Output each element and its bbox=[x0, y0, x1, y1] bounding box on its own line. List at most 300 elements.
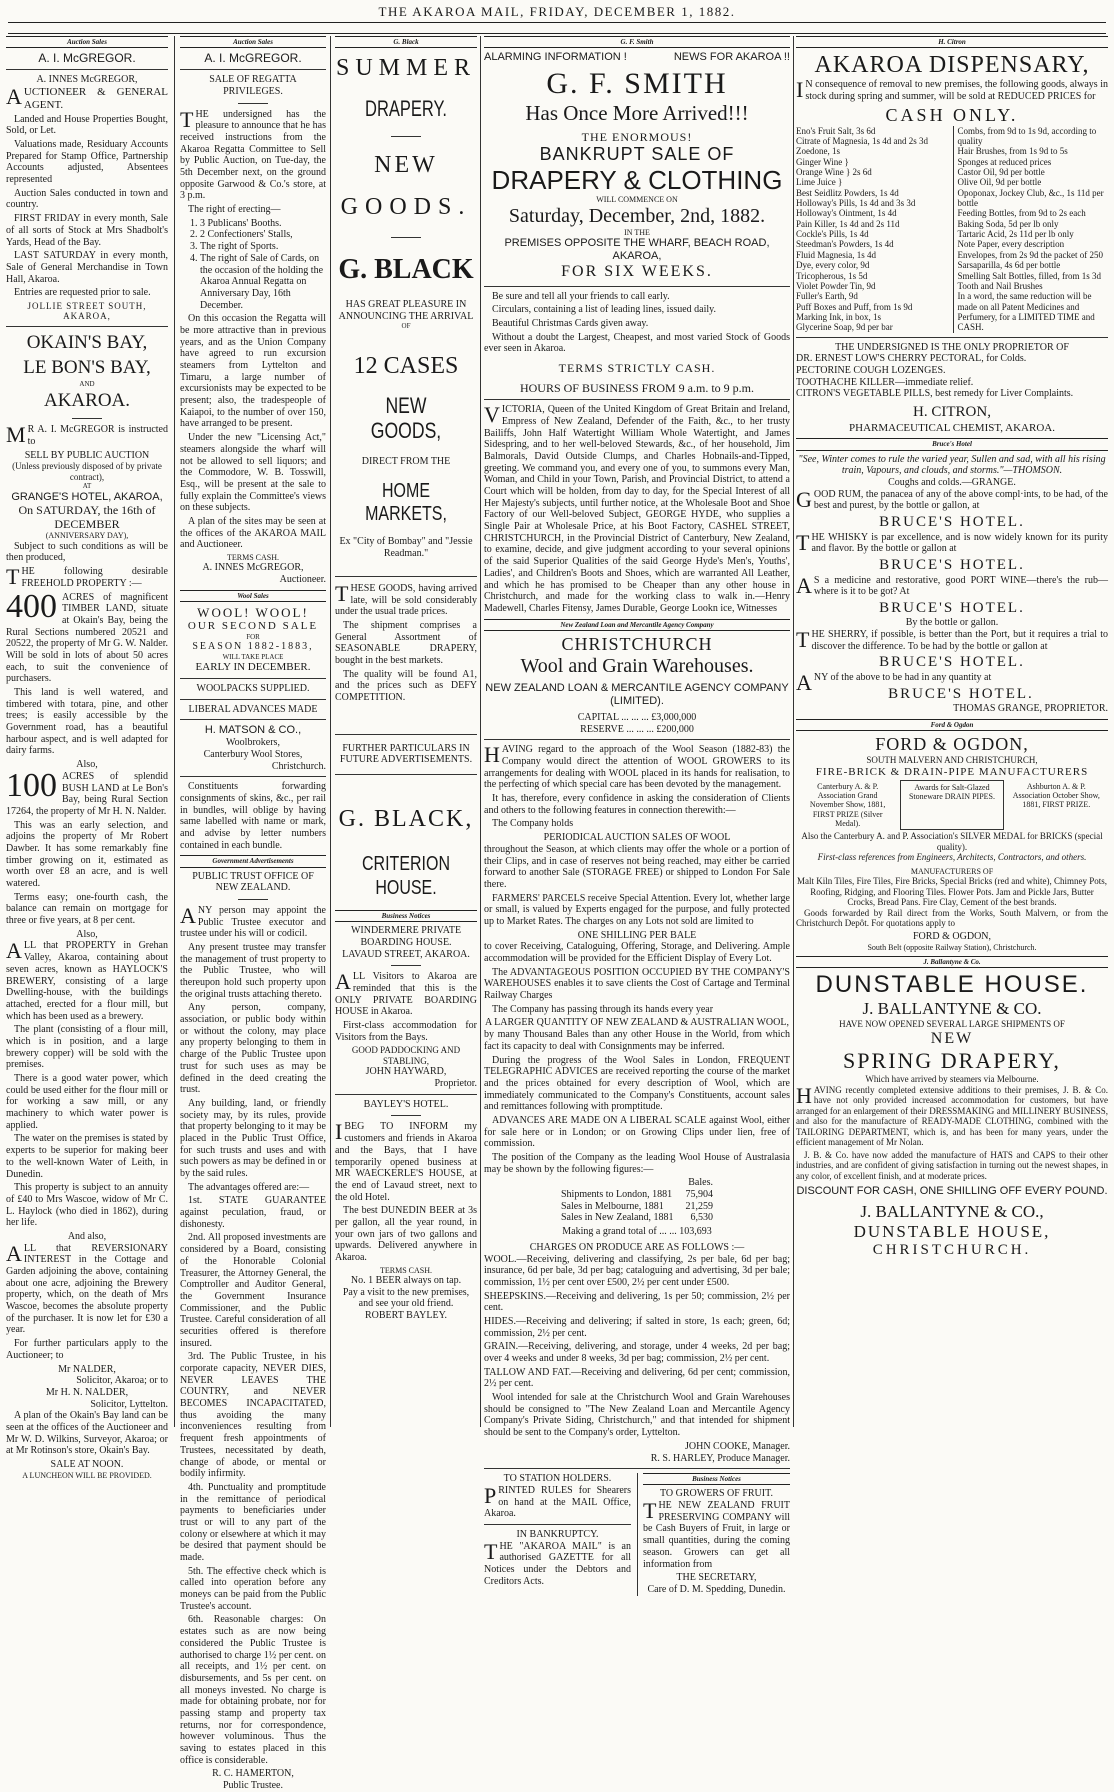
ad-paragraph: Landed and House Properties Bought, Sold, or Let. bbox=[6, 113, 168, 137]
list-item: Hair Brushes, from 1s 9d to 5s bbox=[957, 146, 1068, 157]
ad-title: TO GROWERS OF FRUIT. bbox=[660, 1488, 773, 1500]
signature: THOMAS GRANGE, PROPRIETOR. bbox=[953, 703, 1108, 715]
list-item: Zoedone, 1s bbox=[796, 146, 840, 157]
list-item: Marking Ink, in box, 1s bbox=[796, 311, 881, 322]
ad-line: And also, bbox=[67, 1230, 107, 1242]
ad-title: PUBLIC TRUST OFFICE OF NEW ZEALAND. bbox=[192, 870, 314, 894]
ad-headline: BRUCE'S HOTEL. bbox=[879, 599, 1025, 616]
masthead: THE AKAROA MAIL, FRIDAY, DECEMBER 1, 1882. bbox=[378, 4, 736, 19]
list-item: Pain Killer, 1s 4d and 2s 11d bbox=[796, 218, 900, 229]
ad-headline: DUNSTABLE HOUSE, bbox=[853, 1221, 1051, 1241]
ad-headline: CHRISTCHURCH. bbox=[872, 1241, 1032, 1258]
ad-line: NEWS FOR AKAROA !! bbox=[673, 51, 790, 64]
ad-paragraph: Be sure and tell all your friends to call early. bbox=[492, 290, 670, 302]
signature: R. S. HARLEY, Produce Manager. bbox=[650, 1452, 790, 1464]
ad-paragraph: This was an early selection, and adjoins the property of Mr Robert Dawber. It has some remarkably fine timber growing on it, estimated as worth over £8 an acre, and is well watered. bbox=[6, 819, 168, 890]
ad-headline: BRUCE'S HOTEL. bbox=[879, 556, 1025, 573]
ad-paragraph: Circulars, containing a list of leading lines, issued daily. bbox=[492, 304, 717, 316]
ad-paragraph: ADVANCES ARE MADE ON A LIBERAL SCALE against Wool, either for sale here or in London; or on Growing Clips under lien, free of commission. bbox=[484, 1114, 790, 1150]
signature: A. INNES McGREGOR, bbox=[202, 562, 304, 574]
section-header: Wool Sales bbox=[180, 590, 326, 602]
ad-paragraph: HAVING regard to the approach of the Wool Season (1882-83) the Company would direct the attention of WOOL GROWERS to its arrangements for dealing with WOOL placed in its hands for realisation, to the perfecting of which special care has been devoted by the management. bbox=[484, 742, 790, 791]
table-row bbox=[555, 1201, 719, 1213]
ad-line: NEW ZEALAND LOAN & MERCANTILE AGENCY COMPANY (LIMITED). bbox=[485, 682, 789, 708]
ad-line: WILL TAKE PLACE bbox=[222, 652, 284, 661]
section-header: Auction Sales bbox=[180, 36, 326, 48]
ad-paragraph: IBEG TO INFORM my customers and friends in Akaroa and the Bays, that I have temporarily opened business at MR WAECKERLE'S HOUSE, at the end of Lavaud street, next to the old Hotel. bbox=[335, 1119, 477, 1203]
ad-paragraph: Goods forwarded by Rail direct from the Works, South Malvern, or from the Christchurch Depôt. For quotations apply to bbox=[796, 907, 1108, 929]
list-item: Note Paper, every description bbox=[957, 239, 1065, 250]
auctioneer-name: A. I. McGREGOR. bbox=[38, 51, 136, 66]
ad-paragraph: FIRST FRIDAY in every month, Sale of all sorts of Stock at Mrs Shadbolt's Yards, Head of the Bay. bbox=[6, 213, 168, 248]
ad-line: By the bottle or gallon. bbox=[905, 617, 999, 629]
ad-headline: J. BALLANTYNE & CO., bbox=[860, 1202, 1044, 1222]
ad-headline: CASH ONLY. bbox=[885, 104, 1019, 125]
ad-line: FOR bbox=[246, 633, 260, 642]
ad-paragraph: ACRES of splendid BUSH LAND at Le Bon's Bay, being Rural Section 17264, the property of Mr H. N. Nalder. bbox=[6, 770, 168, 817]
ad-line: ONE SHILLING PER BALE bbox=[577, 929, 697, 941]
quotation: "See, Winter comes to rule the varied year, Sullen and sad, with all his rising train, Vapours, and clouds, and storms."—THOMSON. bbox=[798, 453, 1106, 477]
price-list bbox=[796, 126, 1108, 333]
award: Ashburton A. & P. Association October Show, 1881, FIRST PRIZE. bbox=[1012, 781, 1100, 810]
product-line: DR. ERNEST LOW'S CHERRY PECTORAL, for Colds. bbox=[796, 353, 1027, 365]
ad-paragraph: Beautiful Christmas Cards given away. bbox=[492, 318, 649, 330]
acreage-number: 100 bbox=[6, 766, 57, 804]
ad-paragraph: Any person, company, association, or public body within or without the colony, may place any property belonging to them in charge of the Public Trustee upon trust for such uses as may be defined in the deed creating the trust. bbox=[180, 1002, 326, 1096]
list-item: Ginger Wine } bbox=[796, 156, 849, 167]
product-line: PECTORINE COUGH LOZENGES. bbox=[796, 364, 946, 376]
column-2 bbox=[180, 36, 326, 1792]
ad-line: EARLY IN DECEMBER. bbox=[195, 661, 311, 674]
ad-headline: BRUCE'S HOTEL. bbox=[888, 685, 1034, 702]
ad-paragraph: Without a doubt the Largest, Cheapest, and most varied Stock of Goods ever seen in Akaroa. bbox=[484, 331, 790, 355]
ad-headline: BRUCE'S HOTEL. bbox=[879, 654, 1025, 671]
list-item: Fluid Magnesia, 1s 4d bbox=[796, 249, 876, 260]
ad-title: WINDERMERE PRIVATE BOARDING HOUSE. bbox=[350, 925, 462, 948]
masthead-rule bbox=[8, 22, 1106, 23]
ad-line: THE UNDERSIGNED IS THE ONLY PROPRIETOR OF bbox=[835, 341, 1069, 353]
ad-paragraph: LAST SATURDAY in every month, Sale of General Merchandise in Town Hall, Akaroa. bbox=[6, 250, 168, 285]
ad-line: Also, bbox=[76, 759, 98, 771]
ad-headline: CHRISTCHURCH bbox=[561, 633, 713, 654]
list-item: Holloway's Ointment, 1s 4d bbox=[796, 208, 897, 219]
ad-paragraph: Subject to such conditions as will be then produced, bbox=[6, 540, 168, 564]
ad-paragraph: The position of the Company as the leading Wool House of Australasia may be shown by the following figures:— bbox=[484, 1152, 790, 1175]
product-line: TOOTHACHE KILLER—immediate relief. bbox=[796, 376, 974, 388]
ad-line: AT bbox=[82, 482, 92, 491]
ad-line: SOUTH MALVERN AND CHRISTCHURCH, bbox=[866, 755, 1038, 766]
ad-paragraph: During the progress of the Wool Sales in London, FREQUENT TELEGRAPHIC ADVICES are received reporting the course of the market and the prices obtained for every description of Wool, which are immediately communicated to the Company's Constituents, account sales and remittances following with promptitude. bbox=[484, 1054, 790, 1113]
ad-line: TERMS CASH. bbox=[379, 1265, 432, 1275]
section-header: Bruce's Hotel bbox=[796, 438, 1108, 450]
ad-paragraph: Terms easy; one-fourth cash, the balance can remain on mortgage for three or five years, at 8 per cent. bbox=[6, 891, 168, 927]
ad-line: SELL BY PUBLIC AUCTION bbox=[24, 449, 150, 461]
section-header: Business Notices bbox=[335, 910, 477, 922]
contact: Mr H. N. NALDER, bbox=[45, 1386, 129, 1398]
ad-paragraph: PRINTED RULES for Shearers on hand at the MAIL Office, Akaroa. bbox=[484, 1482, 631, 1520]
signature: R. C. HAMERTON, bbox=[212, 1768, 294, 1780]
ad-line: PERIODICAL AUCTION SALES OF WOOL bbox=[543, 832, 731, 844]
list-item: Violet Powder Tin, 9d bbox=[796, 280, 876, 291]
ad-headline: NEW bbox=[374, 152, 438, 178]
table-header: Bales. bbox=[688, 1177, 713, 1189]
signature: ROBERT BAYLEY. bbox=[364, 1310, 447, 1322]
ad-line: First-class references from Engineers, Architects, Contractors, and others. bbox=[817, 852, 1087, 863]
award: Canterbury A. & P. Association Grand November Show, 1881, FIRST PRIZE (Silver Medal). bbox=[809, 781, 886, 828]
ad-paragraph: Wool intended for sale at the Christchurch Wool and Grain Warehouses should be consigned to "The New Zealand Loan and Mercantile Agency Company's Private Siding, Christchurch," and that intended for shipment should be sent to the Company's order, Lyttelton. bbox=[484, 1392, 790, 1439]
ad-headline: SUMMER bbox=[335, 55, 477, 82]
ad-paragraph: THESE GOODS, having arrived late, will be sold considerably under the usual trade prices. bbox=[335, 580, 477, 618]
ad-line: Pay a visit to the new premises, and see your old friend. bbox=[342, 1286, 470, 1310]
awards-row bbox=[796, 779, 1108, 832]
list-item: Sponges at reduced prices bbox=[957, 156, 1052, 167]
section-header: J. Ballantyne & Co. bbox=[796, 956, 1108, 968]
ad-line: HAVE NOW OPENED SEVERAL LARGE SHIPMENTS OF bbox=[839, 1019, 1065, 1030]
ad-headline: Has Once More Arrived!!! bbox=[525, 101, 749, 126]
ad-topline bbox=[484, 51, 790, 64]
ad-paragraph: Auction Sales conducted in town and country. bbox=[6, 187, 168, 211]
privileges-list bbox=[200, 218, 326, 312]
masthead-rule-lower bbox=[8, 33, 1106, 34]
ad-line: GOOD PADDOCKING AND STABLING, bbox=[351, 1045, 461, 1066]
ad-paragraph: This land is well watered, and timbered with totara, pine, and other trees; is easily accessible by the Government road, has a beautiful harbour aspect, and is well adapted for dairy farms. bbox=[6, 687, 168, 757]
sale-date: On SATURDAY, the 16th of DECEMBER bbox=[18, 503, 156, 532]
ad-line: OUR SECOND SALE bbox=[187, 620, 319, 633]
ad-line: (ANNIVERSARY DAY), bbox=[45, 531, 129, 541]
list-item: 1. 3 Publicans' Booths. bbox=[200, 218, 326, 230]
list-item: Combs, from 9d to 1s 9d, according to quality bbox=[957, 125, 1097, 147]
ad-line: TERMS CASH. bbox=[226, 553, 279, 563]
list-item: Citrate of Magnesia, 1s 4d and 2s 3d bbox=[796, 136, 928, 147]
ad-paragraph: FARMERS' PARCELS receive Special Attention. Every lot, whether large or small, is valued by Experts engaged for the purpose, and fully protected up to Market Rates. The charges on any Lots not sold are limited to bbox=[484, 892, 790, 927]
ad-line: TERMS STRICTLY CASH. bbox=[558, 361, 716, 376]
ad-line: PREMISES OPPOSITE THE WHARF, BEACH ROAD, AKAROA, bbox=[504, 237, 770, 263]
table-row bbox=[555, 1212, 719, 1224]
ad-paragraph: THE SHERRY, if possible, is better than the Port, but it requires a trial to discover the difference. To be had by the bottle or gallon at bbox=[796, 627, 1108, 653]
ad-line: Woolbrokers, bbox=[226, 737, 280, 749]
ad-paragraph: The right of erecting— bbox=[188, 204, 281, 216]
ad-headline: 12 CASES bbox=[353, 353, 459, 380]
ad-paragraph: Constituents forwarding consignments of skins, &c., per rail in bundles, will oblige by having same labelled with name or mark, and advise by letter numbers contained in each bundle. bbox=[180, 781, 326, 851]
ad-paragraph: The shipment comprises a General Assortment of SEASONABLE DRAPERY, bought in the best markets. bbox=[335, 619, 477, 666]
table-row bbox=[555, 1189, 719, 1201]
column-4 bbox=[484, 36, 790, 1595]
ad-paragraph: 2nd. All proposed investments are considered by a Board, consisting of the Honorable Colonial Treasurer, the Attorney General, the Comptroller and Auditor General, the Government Insurance Commissioner, and the Public Trustee. Careful consideration of all securities offered is therefore insured. bbox=[180, 1232, 326, 1349]
ad-headline: BRUCE'S HOTEL. bbox=[879, 514, 1025, 531]
table-cell: 75,904 bbox=[685, 1189, 713, 1201]
ad-paragraph: THE "AKAROA MAIL" is an authorised GAZETTE for all Notices under the Debtors and Creditors Acts. bbox=[484, 1538, 631, 1587]
ad-title: BAYLEY'S HOTEL. bbox=[363, 1098, 449, 1110]
ad-paragraph: Valuations made, Residuary Accounts Prepared for Stamp Office, Partnership Accounts adjusted, Absentees represented bbox=[6, 139, 168, 186]
ad-paragraph: VICTORIA, Queen of the United Kingdom of Great Britain and Ireland, Empress of New Zealand, Defender of the Faith, &c., to her trusty Bailiffs, John Half Watertight William Whole Watertight, and James Sidespring, and to her well-beloved Stewards, &c., of her household, Jim Balmorals, David Outside Clumps, and Charles Hobnails-and-Tipped, greeting. We command you, and every one of you, to summons every Man, Woman, and Child in your Town, Parish, and Provincial District, to attend a Court which will be holden, from day to day, for the Special Interest of all Her Majesty's subjects, until further notice, at the Wholesale Boot and Shoe Factory of our Well-beloved Subject, GEORGE HYDE, who supplies a Single Pair at Wholesale Price, at his Boot Factory, CASHEL STREET, CHRISTCHURCH, in the Provincial District of Canterbury, New Zealand, to examine, decide, and give judgment according to your several opinions of the said Superior Qualities of the said George Hyde's Men's, Youths', Ladies', and Children's Boots and Shoes, which are warranted All Leather, and which he has promised to be Cheaper than any other house in Christchurch, and made for the working class to walk in.—Henry Madewell, Charles Fitensy, James Durable, George Lookn ice, Witnesses bbox=[484, 402, 790, 614]
ad-title: SALE OF REGATTA PRIVILEGES. bbox=[209, 74, 297, 97]
ad-paragraph: Malt Kiln Tiles, Fire Tiles, Fire Bricks, Special Bricks (red and white), Chimney Pots, Roofing, Ridging, and Flooring Tiles. Flower Pots. Jam and Pickle Jars, Butter Crocks, Bread Pans. Fire Clay, Cement of the best brands. bbox=[797, 876, 1107, 908]
heading-connector: AND bbox=[79, 380, 95, 389]
ad-paragraph: THE WHISKY is par excellence, and is now widely known for its purity and flavor. By the bottle or gallon at bbox=[796, 529, 1108, 555]
column-1 bbox=[6, 36, 168, 1480]
ad-paragraph: For further particulars apply to the Auctioneer; to bbox=[6, 1338, 168, 1361]
ad-paragraph: 5th. The effective check which is called into operation before any moneys can be paid from the Public Trustee's account. bbox=[180, 1565, 326, 1612]
ad-paragraph: ALL that REVERSIONARY INTEREST in the Cottage and Garden adjoining the above, containing about one acre, adjoining the Brewery property, which, on the death of Mrs Wascoe, becomes the absolute property of the purchaser. It is now let for £30 a year. bbox=[6, 1240, 168, 1336]
column-3 bbox=[335, 36, 477, 1427]
ad-paragraph: SHEEPSKINS.—Receiving and delivering, 1s per 50; commission, 2½ per cent. bbox=[484, 1290, 790, 1314]
column-5 bbox=[796, 36, 1108, 1427]
ad-paragraph: It has, therefore, every confidence in asking the consideration of Clients and others to the following features in connection therewith:— bbox=[484, 793, 790, 816]
ad-headline: DRAPERY & CLOTHING bbox=[491, 164, 783, 195]
ad-title: TO STATION HOLDERS. bbox=[503, 1473, 612, 1485]
ad-headline: G. BLACK, bbox=[338, 806, 474, 833]
list-item: Orange Wine } 2s 6d bbox=[796, 167, 872, 178]
capital-figure: CAPITAL ... ... ... £3,000,000 bbox=[577, 711, 697, 723]
ad-paragraph: Any present trustee may transfer the management of trust property to the Public Trustee, who will thereupon hold such property upon the original trusts attaching thereto. bbox=[180, 941, 326, 1000]
ad-paragraph: Any building, land, or friendly society may, by its rules, provide that property belonging to it may be placed in the Public Trust Office, for such trusts and uses and with such powers as may be defined in or by the said rules. bbox=[180, 1097, 326, 1180]
ad-headline: FORD & OGDON, bbox=[875, 734, 1029, 755]
ad-paragraph: THE undersigned has the pleasure to announce that he has received instructions from the Akaroa Regatta Committee to Sell by Public Auction, on Tue-day, the 5th December next, on the ground opposite Garwood & Co.'s store, at 3 p.m. bbox=[180, 106, 326, 202]
ad-line: Canterbury Wool Stores, bbox=[203, 748, 303, 760]
ad-title: IN BANKRUPTCY. bbox=[516, 1528, 599, 1540]
list-item: Best Seidlitz Powders, 1s 4d bbox=[796, 187, 899, 198]
ad-line: No. 1 BEER always on tap. bbox=[350, 1275, 462, 1287]
column-rule bbox=[793, 36, 794, 1427]
heading-place: AKAROA. bbox=[43, 389, 131, 411]
ad-paragraph: On this occasion the Regatta will be more attractive than in previous years, and as the Union Company have agreed to run excursion steamers from Lyttelton and Timaru, a large number of excursionists may be expected to be present; also, the tradespeople of Kaiapoi, to the number of over 150, have arranged to be present. bbox=[180, 313, 326, 430]
ad-paragraph: ANY person may appoint the Public Trustee executor and trustee under his will or codicil. bbox=[180, 902, 326, 940]
list-item: 3. The right of Sports. bbox=[200, 241, 326, 253]
acreage-number: 400 bbox=[6, 587, 57, 625]
ad-paragraph: WOOL.—Receiving, delivering and classifying, 2s per bale, 6d per bag; insurance, 6d per bale, 3d per bag; cataloguing and advertising, 3d per bale; commission, 1½ per cent over £500, 2½ per cent under £500. bbox=[484, 1253, 790, 1288]
venue: GRANGE'S HOTEL, AKAROA, bbox=[11, 490, 163, 503]
ad-paragraph: MR A. I. McGREGOR is instructed to bbox=[6, 422, 168, 448]
ad-line: HOURS OF BUSINESS FROM 9 a.m. to 9 p.m. bbox=[519, 381, 755, 396]
ad-headline: G. F. SMITH bbox=[546, 67, 728, 101]
ad-line: Christchurch. bbox=[271, 760, 326, 772]
list-item: Feeding Bottles, from 9d to 2s each bbox=[957, 208, 1086, 219]
ad-line: Coughs and colds.—GRANGE. bbox=[888, 476, 1016, 488]
ad-paragraph: First-class accommodation for Visitors from the Bays. bbox=[335, 1019, 477, 1043]
auctioneer-name: A. I. McGREGOR. bbox=[204, 51, 302, 66]
ad-paragraph: HAVING recently completed extensive additions to their premises, J. B. & Co. have not only provided increased accommodation for customers, but have arranged for an enlargement of their DRESSMAKING and MILLINERY BUSINESS, and also for the manufacture of READY-MADE CLOTHING, combined with the TAILORING DEPARTMENT, which is, and has been for many years, under the efficient management of Mr Nolan. bbox=[796, 1082, 1108, 1148]
list-item: Glycerine Soap, 9d per bar bbox=[796, 322, 893, 333]
list-item: Tartaric Acid, 2s 11d per lb only bbox=[957, 229, 1074, 240]
ad-headline: SPRING DRAPERY, bbox=[843, 1048, 1061, 1074]
ad-paragraph: IN consequence of removal to new premises, the following goods, always in stock during spring and summer, will be sold at REDUCED PRICES for bbox=[796, 77, 1108, 103]
signature: JOHN COOKE, Manager. bbox=[685, 1440, 790, 1452]
ad-headline: CRITERION HOUSE. bbox=[362, 853, 450, 899]
list-item: Puff Boxes and Puff, from 1s 9d bbox=[796, 301, 913, 312]
ad-line: MANUFACTURERS OF bbox=[910, 866, 994, 876]
ad-paragraph: GOOD RUM, the panacea of any of the above compl·ints, to be had, of the best and purest, by the bottle or gallon, at bbox=[796, 486, 1108, 512]
ad-line: LAVAUD STREET, AKAROA. bbox=[342, 948, 470, 960]
ad-paragraph: to cover Receiving, Cataloguing, Offering, Storage, and Delivering. Ample accommodation will be provided for the Efficient Display of Every Lot. bbox=[484, 941, 790, 965]
ad-headline: DRAPERY. bbox=[365, 96, 447, 122]
ad-paragraph: There is a good water power, which could be used either for the flour mill or for working a saw mill, or any machinery to which water power is applied. bbox=[6, 1073, 168, 1131]
product-line: CITRON'S VEGETABLE PILLS, best remedy for Liver Complaints. bbox=[796, 388, 1074, 400]
ad-headline: Saturday, December, 2nd, 1882. bbox=[508, 204, 766, 227]
list-item: Castor Oil, 9d per bottle bbox=[957, 167, 1045, 178]
list-item: Cockle's Pills, 1s 4d bbox=[796, 229, 869, 240]
reserve-figure: RESERVE ... ... ... £200,000 bbox=[580, 723, 694, 735]
list-item: Holloway's Pills, 1s 4d and 3s 3d bbox=[796, 198, 916, 209]
ad-headline: WOOL! WOOL! bbox=[197, 604, 309, 620]
ad-paragraph: A plan of the sites may be seen at the offices of the AKAROA MAIL and Auctioneer. bbox=[180, 515, 326, 551]
price-list-left bbox=[796, 126, 947, 333]
ad-paragraph: The ADVANTAGEOUS POSITION OCCUPIED BY THE COMPANY'S WAREHOUSES enables it to save clients the Cost of Cartage and Terminal Railway Charges bbox=[484, 966, 790, 1002]
ad-headline: HOME MARKETS, bbox=[365, 479, 447, 526]
signature: Proprietor. bbox=[434, 1078, 477, 1090]
list-item: Tooth and Nail Brushes bbox=[957, 280, 1043, 291]
ad-line: LIBERAL ADVANCES MADE bbox=[188, 703, 318, 715]
ad-line: A LARGER QUANTITY OF NEW ZEALAND & AUSTRALIAN WOOL, bbox=[485, 1017, 789, 1029]
column-rule bbox=[480, 36, 481, 1427]
ad-paragraph: Under the new "Licensing Act," steamers alongside the wharf will not be allowed to sell liquors; and the Commodore, W. B. Tosswill, Esq., will be present at the sale to fully explain the Committee's views on these subjects. bbox=[180, 432, 326, 514]
ad-paragraph: ALL that PROPERTY in Grehan Valley, Akaroa, containing about seven acres, known as HAYLOCK'S BREWERY, consisting of a large Dwelling-house, with the buildings attached, erected for a flour mill, but which has been used as a brewery. bbox=[6, 938, 168, 1022]
signature: FORD & OGDON, bbox=[912, 930, 992, 942]
list-item: Sarsaparilla, 4s 6d per bottle bbox=[957, 260, 1061, 271]
section-header: Auction Sales bbox=[6, 36, 168, 48]
list-item: Opoponax, Jockey Club, &c., 1s 11d per bottle bbox=[957, 187, 1104, 209]
column-rule bbox=[174, 36, 175, 1427]
ad-line: OF bbox=[401, 322, 411, 331]
ad-paragraph: This property is subject to an annuity of £40 to Mrs Wascoe, widow of Mr C. L. Haylock (who died in 1862), during her life. bbox=[6, 1182, 168, 1229]
ad-paragraph: ACRES of magnificent TIMBER LAND, situate at Okain's Bay, being the Rural Sections numbered 20521 and 20522, the property of Mr G. W. Nalder. Will be sold in lots of about 50 acres each, to suit the convenience of purchasers. bbox=[6, 591, 168, 685]
ad-paragraph: The Company has passing through its hands every year bbox=[492, 1003, 714, 1015]
list-item: 4. The right of Sale of Cards, on the occasion of the holding the Akaroa Annual Regatta on Anniversary Day, 16th December. bbox=[200, 253, 326, 311]
ad-paragraph: The plant (consisting of a flour mill, which is in position, and a large brewery copper) will be sold with the premises. bbox=[6, 1024, 168, 1071]
ad-paragraph: ANY of the above to be had in any quantity at bbox=[796, 670, 992, 696]
signature: Public Trustee. bbox=[222, 1780, 283, 1792]
table-cell: Sales in Melbourne, 1881 bbox=[561, 1200, 664, 1212]
list-item: Fuller's Earth, 9d bbox=[796, 291, 858, 302]
ad-paragraph: GRAIN.—Receiving, delivering, and storage, under 4 weeks, 2d per bag; over 4 weeks and under 8 weeks, 3d per bag; commission, 2½ per cent. bbox=[484, 1341, 790, 1365]
bottom-notices bbox=[484, 1473, 790, 1595]
list-item: Eno's Fruit Salt, 3s 6d bbox=[796, 125, 876, 136]
price-list-right bbox=[953, 126, 1109, 333]
ad-paragraph: by many Thousand Bales than any other House in the World, from which fact its capacity to deal with Consignments may be inferred. bbox=[484, 1029, 790, 1052]
table-cell: 21,259 bbox=[685, 1200, 713, 1212]
table-cell: Sales in New Zealand, 1881 bbox=[561, 1212, 674, 1224]
section-header: Ford & Ogdon bbox=[796, 719, 1108, 731]
section-header: G. Black bbox=[335, 36, 477, 48]
column-rule bbox=[330, 36, 331, 1427]
award: Awards for Salt-Glazed Stoneware DRAIN PIPES. bbox=[900, 780, 1003, 831]
list-item: Envelopes, from 2s 9d the packet of 250 bbox=[957, 249, 1103, 260]
ad-headline: H. CITRON, bbox=[913, 404, 991, 420]
table-cell: 6,530 bbox=[690, 1212, 713, 1224]
ad-line: FURTHER PARTICULARS IN FUTURE ADVERTISEMENTS. bbox=[339, 742, 473, 766]
list-item: Olive Oil, 9d per bottle bbox=[957, 177, 1042, 188]
contact: Mr NALDER, bbox=[58, 1363, 116, 1375]
ad-headline: AKAROA DISPENSARY, bbox=[814, 52, 1090, 79]
list-item: Tricopherous, 1s 5d bbox=[796, 270, 868, 281]
ad-line: (Unless previously disposed of by private contract), bbox=[12, 461, 162, 482]
ad-paragraph: The best DUNEDIN BEER at 3s per gallon, all the year round, in your own jars of two gallons and upwards. Delivered anywhere in Akaroa. bbox=[335, 1205, 477, 1263]
ad-headline: Wool and Grain Warehouses. bbox=[520, 654, 754, 677]
ad-headline: GOODS. bbox=[340, 194, 472, 221]
signature: Auctioneer. bbox=[279, 574, 326, 586]
ad-paragraph: AS a medicine and restorative, good PORT WINE—there's the rub—where is it to be got? At bbox=[796, 572, 1108, 598]
ad-paragraph: 6th. Reasonable charges: On estates such as are now being considered the Public Trustee is authorised to charge 1½ per cent. on all receipts, and 1½ per cent. on disbursements, and 5s per cent. on all moneys invested. No charge is made for obtaining probate, nor for passing stamp and property tax returns, nor for correspondence, however voluminous. Thus the saving to estates placed in this office is considerable. bbox=[180, 1614, 326, 1766]
signature: Care of D. M. Spedding, Dunedin. bbox=[647, 1583, 786, 1595]
section-header: H. Citron bbox=[796, 36, 1108, 48]
ad-paragraph: TALLOW AND FAT.—Receiving and delivering, 6d per cent; commission, 2½ per cent. bbox=[484, 1366, 790, 1390]
ad-headline: G. BLACK bbox=[338, 254, 474, 286]
ad-line: SALE AT NOON. bbox=[50, 1459, 124, 1471]
ad-line: FIRE-BRICK & DRAIN-PIPE MANUFACTURERS bbox=[815, 765, 1089, 778]
ad-paragraph: The quality will be found A1, and the prices such as DEFY COMPETITION. bbox=[335, 668, 477, 704]
list-item: Lime Juice } bbox=[796, 177, 843, 188]
ad-line: Which have arrived by steamers via Melbourne. bbox=[865, 1074, 1039, 1084]
section-header: New Zealand Loan and Mercantile Agency Company bbox=[484, 619, 790, 631]
ad-line: WILL COMMENCE ON bbox=[596, 195, 678, 205]
ad-lead: A. INNES McGREGOR, bbox=[36, 74, 138, 86]
ad-line: Also the Canterbury A. and P. Association's SILVER MEDAL for BRICKS (special quality). bbox=[801, 831, 1103, 852]
ad-paragraph: The Company holds bbox=[492, 818, 574, 830]
heading-place: OKAIN'S BAY, bbox=[26, 331, 148, 353]
signature: THE SECRETARY, bbox=[676, 1572, 757, 1584]
ad-line: SEASON 1882-1883, bbox=[192, 641, 314, 653]
ad-line: Ex "City of Bombay" and "Jessie Readman." bbox=[339, 536, 473, 560]
ad-paragraph: A plan of the Okain's Bay land can be seen at the offices of the Auctioneer and Mr W. D. Wilkins, Surveyor, Akaroa; or at Mr Rotinson's store, Okain's Bay. bbox=[6, 1410, 168, 1457]
heading-place: LE BON'S BAY, bbox=[23, 356, 151, 378]
ad-line: CHARGES ON PRODUCE ARE AS FOLLOWS :— bbox=[529, 1241, 745, 1253]
firm-name: H. MATSON & CO., bbox=[204, 724, 302, 737]
notice-right bbox=[637, 1473, 790, 1595]
ad-paragraph: throughout the Season, at which clients may offer the whole or a portion of their Clips, and in case of reserves not being reached, may either be carried forward to another Sale (STORAGE FREE) or shipped to London For Sale there. bbox=[484, 843, 790, 890]
ad-paragraph: The water on the premises is stated by experts to be superior for making beer to the well-known Water of Leith, in Dunedin. bbox=[6, 1133, 168, 1180]
ad-line: DIRECT FROM THE bbox=[361, 456, 451, 468]
ad-headline: DUNSTABLE HOUSE. bbox=[815, 971, 1089, 999]
wool-figures-table bbox=[555, 1177, 719, 1224]
section-header: Government Advertisements bbox=[180, 855, 326, 867]
ad-paragraph: THE following desirable FREEHOLD PROPERTY :— bbox=[6, 564, 168, 590]
section-header: Business Notices bbox=[643, 1473, 790, 1485]
ad-subhead: AUCTIONEER & GENERAL AGENT. bbox=[6, 83, 168, 111]
contact: Solicitor, Akaroa; or to bbox=[76, 1375, 168, 1387]
ad-paragraph: 1st. STATE GUARANTEE against peculation, fraud, or dishonesty. bbox=[180, 1195, 326, 1230]
ad-paragraph: J. B. & Co. have now added the manufacture of HATS and CAPS to their other industries, and are confident of giving satisfaction in turning out the newest shapes, in any color, of excellent finish, and at moderate prices. bbox=[796, 1149, 1108, 1181]
ad-line: PHARMACEUTICAL CHEMIST, AKAROA. bbox=[849, 421, 1055, 434]
ad-headline: BANKRUPT SALE OF bbox=[539, 143, 735, 164]
list-item: In a word, the same reduction will be made on all Patent Medicines and Perfumery, for a LIMITED TIME and CASH. bbox=[957, 291, 1095, 333]
ad-paragraph: THE NEW ZEALAND FRUIT PRESERVING COMPANY will be Cash Buyers of Fruit, in large or small quantities, during the coming season. Growers can get all information from bbox=[643, 1498, 790, 1570]
list-item: Steedman's Powders, 1s 4d bbox=[796, 239, 894, 250]
notice-left bbox=[484, 1473, 631, 1595]
ad-headline: NEW bbox=[930, 1029, 974, 1047]
ad-line: WOOLPACKS SUPPLIED. bbox=[196, 682, 310, 694]
list-item: Baking Soda, 5d per lb only bbox=[957, 218, 1059, 229]
ad-line: HAS GREAT PLEASURE IN ANNOUNCING THE ARRIVAL bbox=[338, 298, 474, 322]
ad-line: Also, bbox=[76, 928, 98, 940]
ad-paragraph: The advantages offered are:— bbox=[188, 1181, 310, 1193]
list-item: Smelling Salt Bottles, filled, from 1s 3d bbox=[957, 270, 1101, 281]
ad-line: South Belt (opposite Railway Station), Christchurch. bbox=[867, 942, 1037, 952]
ad-headline: J. BALLANTYNE & CO. bbox=[862, 999, 1042, 1019]
ad-line: DISCOUNT FOR CASH, ONE SHILLING OFF EVERY POUND. bbox=[796, 1185, 1108, 1198]
signature: JOHN HAYWARD, bbox=[365, 1066, 447, 1078]
table-cell: Shipments to London, 1881 bbox=[561, 1189, 673, 1201]
ad-paragraph: Entries are requested prior to sale. bbox=[14, 287, 151, 299]
list-item: 2. 2 Confectioners' Stalls, bbox=[200, 229, 326, 241]
list-item: Dye, every color, 9d bbox=[796, 260, 870, 271]
section-header: G. F. Smith bbox=[484, 36, 790, 48]
ad-line: IN THE bbox=[624, 227, 650, 237]
address: JOLLIE STREET SOUTH, AKAROA, bbox=[27, 300, 147, 322]
ad-paragraph: ALL Visitors to Akaroa are reminded that this is the ONLY PRIVATE BOARDING HOUSE in Akaroa. bbox=[335, 969, 477, 1018]
ad-line: ALARMING INFORMATION ! bbox=[484, 51, 627, 64]
ad-headline: NEW GOODS, bbox=[370, 392, 442, 444]
ad-paragraph: 4th. Punctuality and promptitude in the remittance of periodical payments to beneficiaries under trust or will to any part of the colony or elsewhere at which it may be desired that payment should be made. bbox=[180, 1481, 326, 1564]
ad-paragraph: HIDES.—Receiving and delivering; if salted in store, 1s each; green, 6d; commission, 2½ per cent. bbox=[484, 1315, 790, 1339]
